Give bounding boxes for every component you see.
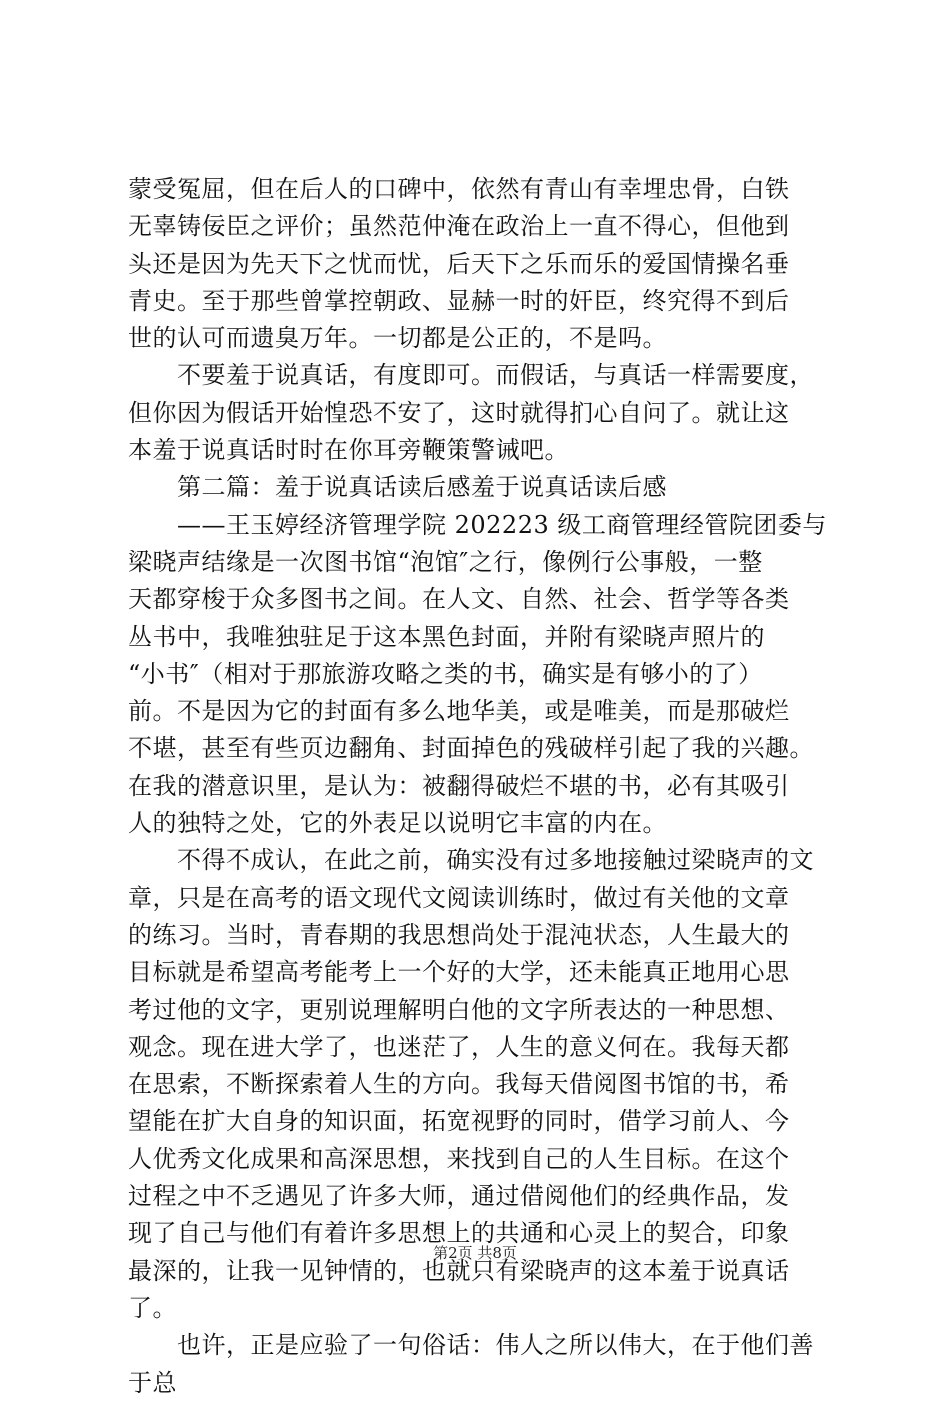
text-line: 也许，正是应验了一句俗话：伟人之所以伟大，在于他们善	[128, 1331, 814, 1360]
text-line: ——王玉婷经济管理学院 202223 级工商管理经管院团委与	[128, 510, 827, 539]
section-heading: 第二篇：羞于说真话读后感羞于说真话读后感	[128, 473, 667, 502]
text-line: 但你因为假话开始惶恐不安了，这时就得扪心自问了。就让这	[128, 398, 790, 427]
text-line: 青史。至于那些曾掌控朝政、显赫一时的奸臣，终究得不到后	[128, 286, 790, 315]
text-line: “小书″（相对于那旅游攻略之类的书，确实是有够小的了）	[128, 659, 763, 688]
text-line: 最深的，让我一见钟情的，也就只有梁晓声的这本羞于说真话	[128, 1256, 790, 1285]
text-line: 了。	[128, 1293, 177, 1322]
text-line: 丛书中，我唯独驻足于这本黑色封面，并附有梁晓声照片的	[128, 622, 765, 651]
text-line: 在我的潜意识里，是认为：被翻得破烂不堪的书，必有其吸引	[128, 771, 790, 800]
text-line: 无辜铸佞臣之评价；虽然范仲淹在政治上一直不得心，但他到	[128, 212, 790, 241]
text-line: 章，只是在高考的语文现代文阅读训练时，做过有关他的文章	[128, 883, 790, 912]
text-line: 目标就是希望高考能考上一个好的大学，还未能真正地用心思	[128, 958, 790, 987]
text-line: 前。不是因为它的封面有多么地华美，或是唯美，而是那破烂	[128, 697, 790, 726]
text-line: 的练习。当时，青春期的我思想尚处于混沌状态，人生最大的	[128, 920, 790, 949]
text-line: 观念。现在进大学了，也迷茫了，人生的意义何在。我每天都	[128, 1032, 790, 1061]
text-line: 于总	[128, 1368, 177, 1397]
text-line: 不堪，甚至有些页边翻角、封面掉色的残破样引起了我的兴趣。	[128, 734, 814, 763]
body-text	[128, 171, 848, 1402]
text-line: 蒙受冤屈，但在后人的口碑中，依然有青山有幸埋忠骨，白铁	[128, 175, 790, 203]
text-line: 世的认可而遗臭万年。一切都是公正的，不是吗。	[128, 324, 667, 353]
text-line: 现了自己与他们有着许多思想上的共通和心灵上的契合，印象	[128, 1219, 790, 1248]
text-line: 梁晓声结缘是一次图书馆“泡馆″之行，像例行公事般，一整	[128, 547, 763, 576]
text-line: 头还是因为先天下之忧而忧，后天下之乐而乐的爱国情操名垂	[128, 249, 790, 278]
page-footer: 第2页 共8页	[433, 1244, 517, 1262]
text-line: 过程之中不乏遇见了许多大师，通过借阅他们的经典作品，发	[128, 1182, 790, 1211]
text-line: 望能在扩大自身的知识面，拓宽视野的同时，借学习前人、今	[128, 1107, 790, 1136]
text-line: 天都穿梭于众多图书之间。在人文、自然、社会、哲学等各类	[128, 585, 790, 614]
text-line: 在思索，不断探索着人生的方向。我每天借阅图书馆的书，希	[128, 1070, 790, 1099]
text-line: 人的独特之处，它的外表足以说明它丰富的内在。	[128, 809, 667, 838]
text-line: 考过他的文字，更别说理解明白他的文字所表达的一种思想、	[128, 995, 790, 1024]
text-line: 本羞于说真话时时在你耳旁鞭策警诫吧。	[128, 436, 569, 465]
text-line: 不要羞于说真话，有度即可。而假话，与真话一样需要度，	[128, 361, 814, 390]
text-line: 不得不成认，在此之前，确实没有过多地接触过梁晓声的文	[128, 846, 814, 875]
text-line: 人优秀文化成果和高深思想，来找到自己的人生目标。在这个	[128, 1144, 790, 1173]
